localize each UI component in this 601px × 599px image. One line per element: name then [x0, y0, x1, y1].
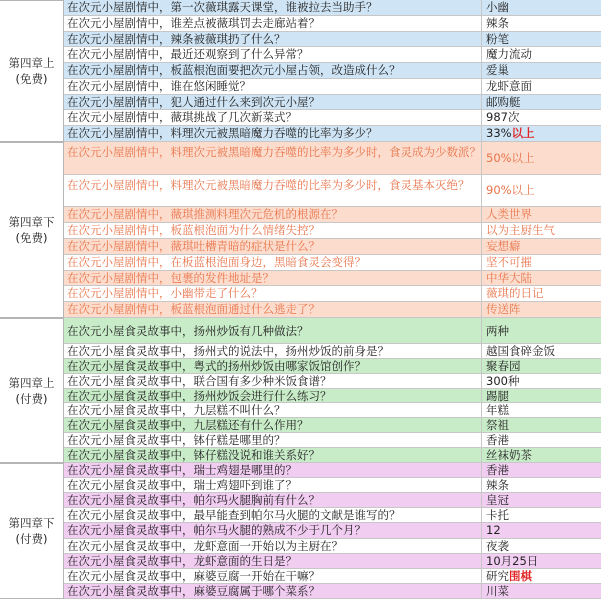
question-cell: 在次元小屋剧情中，板蓝根泡面为什么情绪失控？ [64, 223, 482, 238]
answer-cell [482, 223, 601, 238]
answer-highlight: 围棋 [509, 568, 532, 583]
answer-cell [482, 359, 601, 373]
question-cell: 在次元小屋剧情中，小幽带走了什么？ [64, 286, 482, 301]
question-cell: 在次元小屋剧情中，薇琪推测料理次元危机的根源在？ [64, 207, 482, 222]
chapter-label-line: 第四章上 [8, 56, 55, 70]
answer-text: 50%以上 [486, 150, 535, 165]
question-cell: 在次元小屋剧情中，料理次元被黑暗魔力吞噬的比率为多少时，食灵成为少数派？ [64, 142, 482, 174]
table-row [64, 463, 601, 478]
table-row [64, 569, 601, 584]
answer-cell [482, 523, 601, 537]
answer-text: 香港 [486, 463, 509, 477]
answer-text: 辣条 [486, 15, 509, 30]
table-row [64, 374, 601, 389]
answer-text: 丝袜奶茶 [486, 448, 532, 462]
answer-cell [482, 302, 601, 317]
answer-cell [482, 554, 601, 568]
answer-text: 人类世界 [486, 207, 532, 222]
answer-cell [482, 286, 601, 301]
answer-text: 爱巢 [486, 63, 509, 78]
question-cell: 在次元小屋食灵故事中，瑞士鸡翅是哪里的？ [64, 463, 482, 477]
table-row [64, 239, 601, 255]
question-rows [64, 142, 601, 318]
question-rows [64, 0, 601, 142]
table-row [64, 508, 601, 523]
answer-cell [482, 175, 601, 207]
table-row [64, 539, 601, 554]
table-row [64, 302, 601, 318]
question-cell: 在次元小屋食灵故事中，粤式的扬州炒饭由哪家饭馆创作？ [64, 359, 482, 373]
chapter-label-line: 第四章上 [8, 375, 55, 390]
question-rows [64, 463, 601, 599]
chapter-label-line: 第四章下 [8, 215, 55, 229]
chapter-label [0, 463, 64, 599]
answer-text: 90%以上 [486, 183, 535, 198]
table-row [64, 32, 601, 48]
answer-text: 小幽 [486, 0, 509, 14]
answer-cell [482, 448, 601, 462]
question-cell: 在次元小屋剧情中，谁差点被薇琪罚去走廊站着？ [64, 16, 482, 31]
table-row [64, 175, 601, 208]
answer-text: 龙虾意面 [486, 78, 532, 93]
answer-cell [482, 344, 601, 358]
question-cell: 在次元小屋食灵故事中，瑞士鸡翅吓到谁了？ [64, 478, 482, 492]
question-cell: 在次元小屋剧情中，薇琪挑战了几次新菜式？ [64, 110, 482, 125]
answer-text: 中华大陆 [486, 270, 532, 285]
table-row [64, 126, 601, 142]
table-row [64, 493, 601, 508]
answer-cell [482, 207, 601, 222]
answer-text: 粉笔 [486, 31, 509, 46]
question-cell: 在次元小屋剧情中，料理次元被黑暗魔力吞噬的比率为多少时，食灵基本灭绝？ [64, 175, 482, 207]
question-cell: 在次元小屋食灵故事中，扬州炒饭有几种做法？ [64, 318, 482, 343]
question-cell: 在次元小屋剧情中，辣条被薇琪扔了什么？ [64, 32, 482, 47]
answer-cell [482, 16, 601, 31]
chapter-section [0, 0, 601, 142]
answer-highlight: 以上 [511, 126, 535, 141]
chapter-label-line: (付费) [15, 532, 48, 546]
answer-cell [482, 569, 601, 583]
answer-cell [482, 255, 601, 270]
question-cell: 在次元小屋剧情中，谁在悠闲睡觉？ [64, 79, 482, 94]
question-cell: 在次元小屋食灵故事中，龙虾意面一开始以为主厨在？ [64, 539, 482, 553]
table-row [64, 433, 601, 448]
table-row [64, 418, 601, 433]
table-row [64, 448, 601, 463]
answer-text: 香港 [486, 433, 509, 448]
answer-cell [482, 508, 601, 522]
answer-cell [482, 389, 601, 403]
answer-cell [482, 47, 601, 62]
answer-cell [482, 32, 601, 47]
question-cell: 在次元小屋剧情中，板蓝根泡面通过什么逃走了？ [64, 302, 482, 317]
question-cell: 在次元小屋食灵故事中，最早能查到帕尔马火腿的文献是谁写的？ [64, 508, 482, 522]
table-row [64, 318, 601, 344]
question-cell: 在次元小屋食灵故事中，扬州炒饭会进行什么练习？ [64, 389, 482, 403]
table-row [64, 16, 601, 32]
question-rows [64, 318, 601, 463]
answer-cell [482, 0, 601, 15]
answer-cell [482, 63, 601, 78]
answer-cell [482, 493, 601, 507]
answer-text: 300种 [486, 373, 520, 388]
answer-text: 987次 [486, 110, 520, 125]
answer-text: 两种 [486, 324, 509, 338]
question-cell: 在次元小屋剧情中，犯人通过什么来到次元小屋？ [64, 95, 482, 110]
chapter-section [0, 463, 601, 599]
answer-text: 夜袭 [486, 538, 509, 553]
chapter-label-line: (免费) [15, 72, 48, 86]
chapter-label-line: (免费) [15, 231, 48, 245]
table-row [64, 79, 601, 95]
chapter-label-line: (付费) [15, 391, 48, 406]
answer-text: 魔力流动 [486, 47, 532, 62]
question-cell: 在次元小屋食灵故事中，钵仔糕是哪里的？ [64, 433, 482, 447]
answer-text: 传送阵 [486, 302, 521, 317]
answer-cell [482, 403, 601, 417]
table-row [64, 207, 601, 223]
question-cell: 在次元小屋食灵故事中，麻婆豆腐一开始在干嘛？ [64, 569, 482, 583]
table-row [64, 47, 601, 63]
question-cell: 在次元小屋剧情中，薇琪吐槽青暗的症状是什么？ [64, 239, 482, 254]
answer-cell [482, 418, 601, 432]
question-cell: 在次元小屋剧情中，最近还观察到了什么异常？ [64, 47, 482, 62]
answer-text: 踢腿 [486, 388, 509, 403]
answer-text: 越国食碎金饭 [486, 344, 555, 358]
question-cell: 在次元小屋剧情中，料理次元被黑暗魔力吞噬的比率为多少？ [64, 126, 482, 141]
answer-cell [482, 478, 601, 492]
question-cell: 在次元小屋食灵故事中，钵仔糕没说和谁关系好？ [64, 448, 482, 462]
answer-cell [482, 239, 601, 254]
answer-cell [482, 95, 601, 110]
answer-cell [482, 374, 601, 388]
answer-text: 妄想癖 [486, 238, 521, 253]
answer-text: 卡托 [486, 508, 509, 523]
answer-text: 邮购艇 [486, 94, 521, 109]
answer-cell [482, 433, 601, 447]
answer-text: 研究 [486, 568, 509, 583]
answer-text: 年糕 [486, 403, 509, 418]
chapter-section [0, 142, 601, 318]
question-cell: 在次元小屋食灵故事中，九层糕还有什么作用？ [64, 418, 482, 432]
table-row [64, 389, 601, 404]
answer-text: 坚不可摧 [486, 254, 532, 269]
table-row [64, 255, 601, 271]
chapter-section [0, 318, 601, 463]
table-row [64, 523, 601, 538]
chapter-label [0, 0, 64, 142]
question-cell: 在次元小屋食灵故事中，帕尔玛火腿胸前有什么？ [64, 493, 482, 507]
question-cell: 在次元小屋剧情中，包裹的发件地址是？ [64, 271, 482, 286]
answer-cell [482, 539, 601, 553]
question-cell: 在次元小屋食灵故事中，扬州式的说法中，扬州炒饭的前身是？ [64, 344, 482, 358]
answer-cell [482, 463, 601, 477]
question-cell: 在次元小屋剧情中，板蓝根泡面要把次元小屋占领，改造成什么？ [64, 63, 482, 78]
answer-cell [482, 271, 601, 286]
answer-cell [482, 318, 601, 343]
answer-text: 聚春园 [486, 358, 521, 373]
question-cell: 在次元小屋食灵故事中，龙虾意面的生日是？ [64, 554, 482, 568]
table-row [64, 344, 601, 359]
answer-cell [482, 142, 601, 174]
answer-text: 皇冠 [486, 493, 509, 508]
table-row [64, 271, 601, 287]
answer-cell [482, 126, 601, 141]
answer-text: 薇琪的日记 [486, 286, 544, 301]
table-row [64, 359, 601, 374]
table-row [64, 478, 601, 493]
question-cell: 在次元小屋剧情中，在板蓝根泡面身边，黑暗食灵会变得？ [64, 255, 482, 270]
question-cell: 在次元小屋食灵故事中，帕尔马火腿的熟成不少于几个月？ [64, 523, 482, 537]
question-cell: 在次元小屋剧情中，第一次薇琪露天课堂，谁被拉去当助手？ [64, 0, 482, 15]
table-row [64, 554, 601, 569]
answer-cell [482, 584, 601, 598]
answer-cell [482, 79, 601, 94]
chapter-label [0, 318, 64, 463]
answer-text: 33% [486, 126, 512, 141]
answer-text: 川菜 [486, 583, 509, 598]
answer-cell [482, 110, 601, 125]
table-row [64, 63, 601, 79]
chapter-label-line: 第四章下 [8, 516, 55, 530]
question-cell: 在次元小屋食灵故事中，联合国有多少种米饭食谱？ [64, 374, 482, 388]
table-row [64, 142, 601, 175]
answer-text: 辣条 [486, 478, 509, 493]
answer-text: 以为主厨生气 [486, 223, 555, 238]
answer-text: 12 [486, 523, 501, 538]
table-row [64, 286, 601, 302]
table-row [64, 110, 601, 126]
table-row [64, 584, 601, 599]
chapter-label [0, 142, 64, 318]
table-row [64, 95, 601, 111]
table-row [64, 0, 601, 16]
answer-text: 祭祖 [486, 418, 509, 433]
question-cell: 在次元小屋食灵故事中，九层糕不叫什么？ [64, 403, 482, 417]
answer-text: 10月25日 [486, 553, 539, 568]
table-row [64, 223, 601, 239]
table-row [64, 403, 601, 418]
question-cell: 在次元小屋食灵故事中，麻婆豆腐属于哪个菜系？ [64, 584, 482, 598]
